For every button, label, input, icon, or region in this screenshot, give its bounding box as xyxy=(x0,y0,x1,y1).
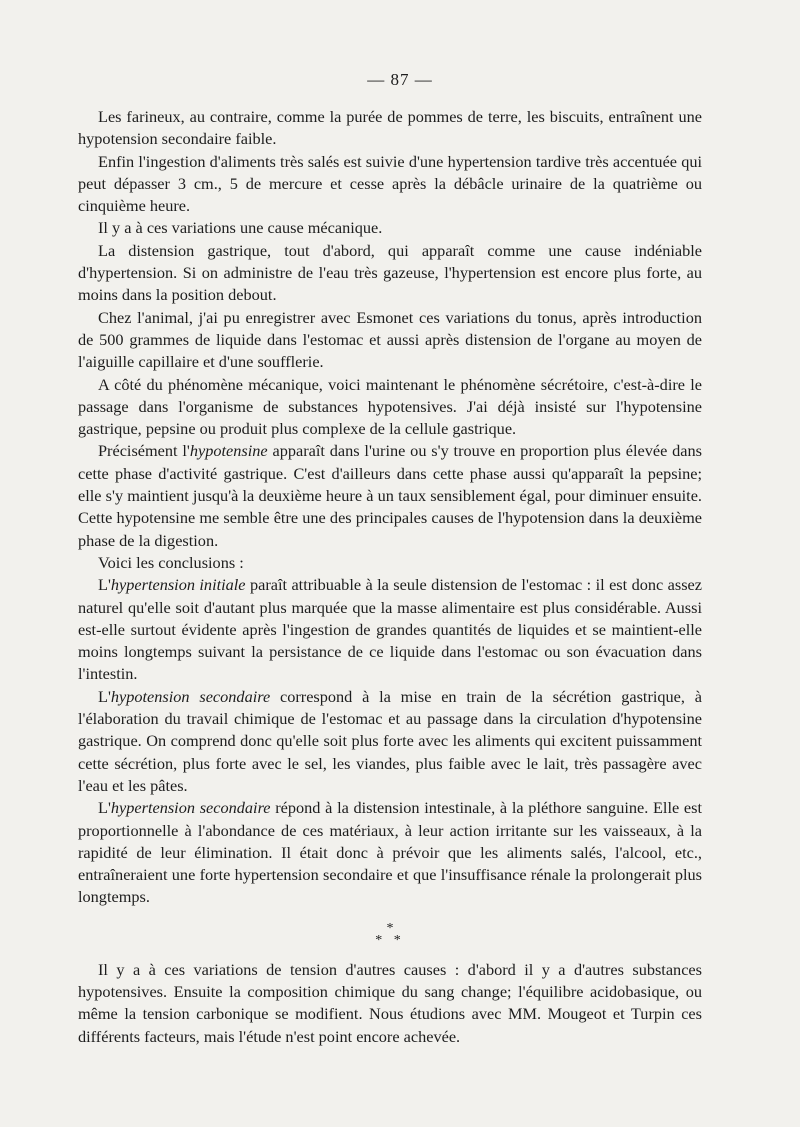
paragraph: Enfin l'ingestion d'aliments très salés est suivie d'une hypertension tardive très accentuée qui peut dépasser 3 cm., 5 de mercure et cesse après la débâcle urinaire de la quatrième ou cinquième heure. xyxy=(78,151,702,216)
paragraph: Les farineux, au contraire, comme la purée de pommes de terre, les biscuits, entraînent une hypotension secondaire faible. xyxy=(78,107,702,149)
separator-bottom-stars: * * xyxy=(375,932,405,948)
page-body xyxy=(78,106,702,1048)
page-number: — 87 — xyxy=(367,70,433,89)
paragraph: La distension gastrique, tout d'abord, qui apparaît comme une cause indéniable d'hypertension. Si on administre de l'eau très gazeuse, l'hypertension est encore plus forte, au moins dans la position debout. xyxy=(78,240,702,305)
paragraph: Chez l'animal, j'ai pu enregistrer avec Esmonet ces variations du tonus, après introduction de 500 grammes de liquide dans l'estomac et aussi après distension de l'organe au moyen de l'aiguille capillaire et d'une soufflerie. xyxy=(78,307,702,372)
final-paragraph: Il y a à ces variations de tension d'autres causes : d'abord il y a d'autres substances hypotensives. Ensuite la composition chimique du sang change; l'équilibre acidobasique, ou même la tension carbonique se modifient. Nous étudions avec MM. Mougeot et Turpin ces différents facteurs, mais l'étude n'est point encore achevée. xyxy=(78,959,702,1046)
separator-top-star: * xyxy=(386,920,394,936)
section-separator xyxy=(78,920,702,948)
paragraph: Voici les conclusions : xyxy=(98,552,244,572)
paragraph: L'hypertension initiale paraît attribuable à la seule distension de l'estomac : il est donc assez naturel qu'elle soit d'autant plus marquée que la masse alimentaire est plus considérable. Aussi est-elle surtout évidente après l'ingestion de grandes quantités de liquides et se maintient-elle moins longtemps suivant la persistance de ce liquide dans l'estomac ou son évacuation dans l'intestin. xyxy=(78,575,702,684)
paragraph: A côté du phénomène mécanique, voici maintenant le phénomène sécrétoire, c'est-à-dire le passage dans l'organisme de substances hypotensives. J'ai déjà insisté sur l'hypotensine gastrique, pepsine ou produit plus complexe de la cellule gastrique. xyxy=(78,374,702,439)
paragraph: Il y a à ces variations une cause mécanique. xyxy=(98,218,383,238)
paragraph: L'hypotension secondaire correspond à la mise en train de la sécrétion gastrique, à l'élaboration du travail chimique de l'estomac et au passage dans la circulation d'hypotensine gastrique. On comprend donc qu'elle soit plus forte avec les aliments qui excitent puissamment cette sécrétion, plus forte avec le sel, les viandes, plus faible avec le lait, très passagère avec l'eau et les pâtes. xyxy=(78,686,702,795)
paragraph: L'hypertension secondaire répond à la distension intestinale, à la pléthore sanguine. Elle est proportionnelle à l'abondance de ces matériaux, à leur action irritante sur les vaisseaux, à la rapidité de leur élimination. Il était donc à prévoir que les aliments salés, l'alcool, etc., entraîneraient une forte hypertension secondaire et que l'insuffisance rénale la prolongerait plus longtemps. xyxy=(78,798,702,907)
paragraph: Précisément l'hypotensine apparaît dans l'urine ou s'y trouve en proportion plus élevée dans cette phase d'activité gastrique. C'est d'ailleurs dans cette phase aussi qu'apparaît la pepsine; elle s'y maintient jusqu'à la deuxième heure à un taux sensiblement égal, pour diminuer ensuite. Cette hypotensine me semble être une des principales causes de l'hypotension dans la deuxième phase de la digestion. xyxy=(78,441,702,550)
